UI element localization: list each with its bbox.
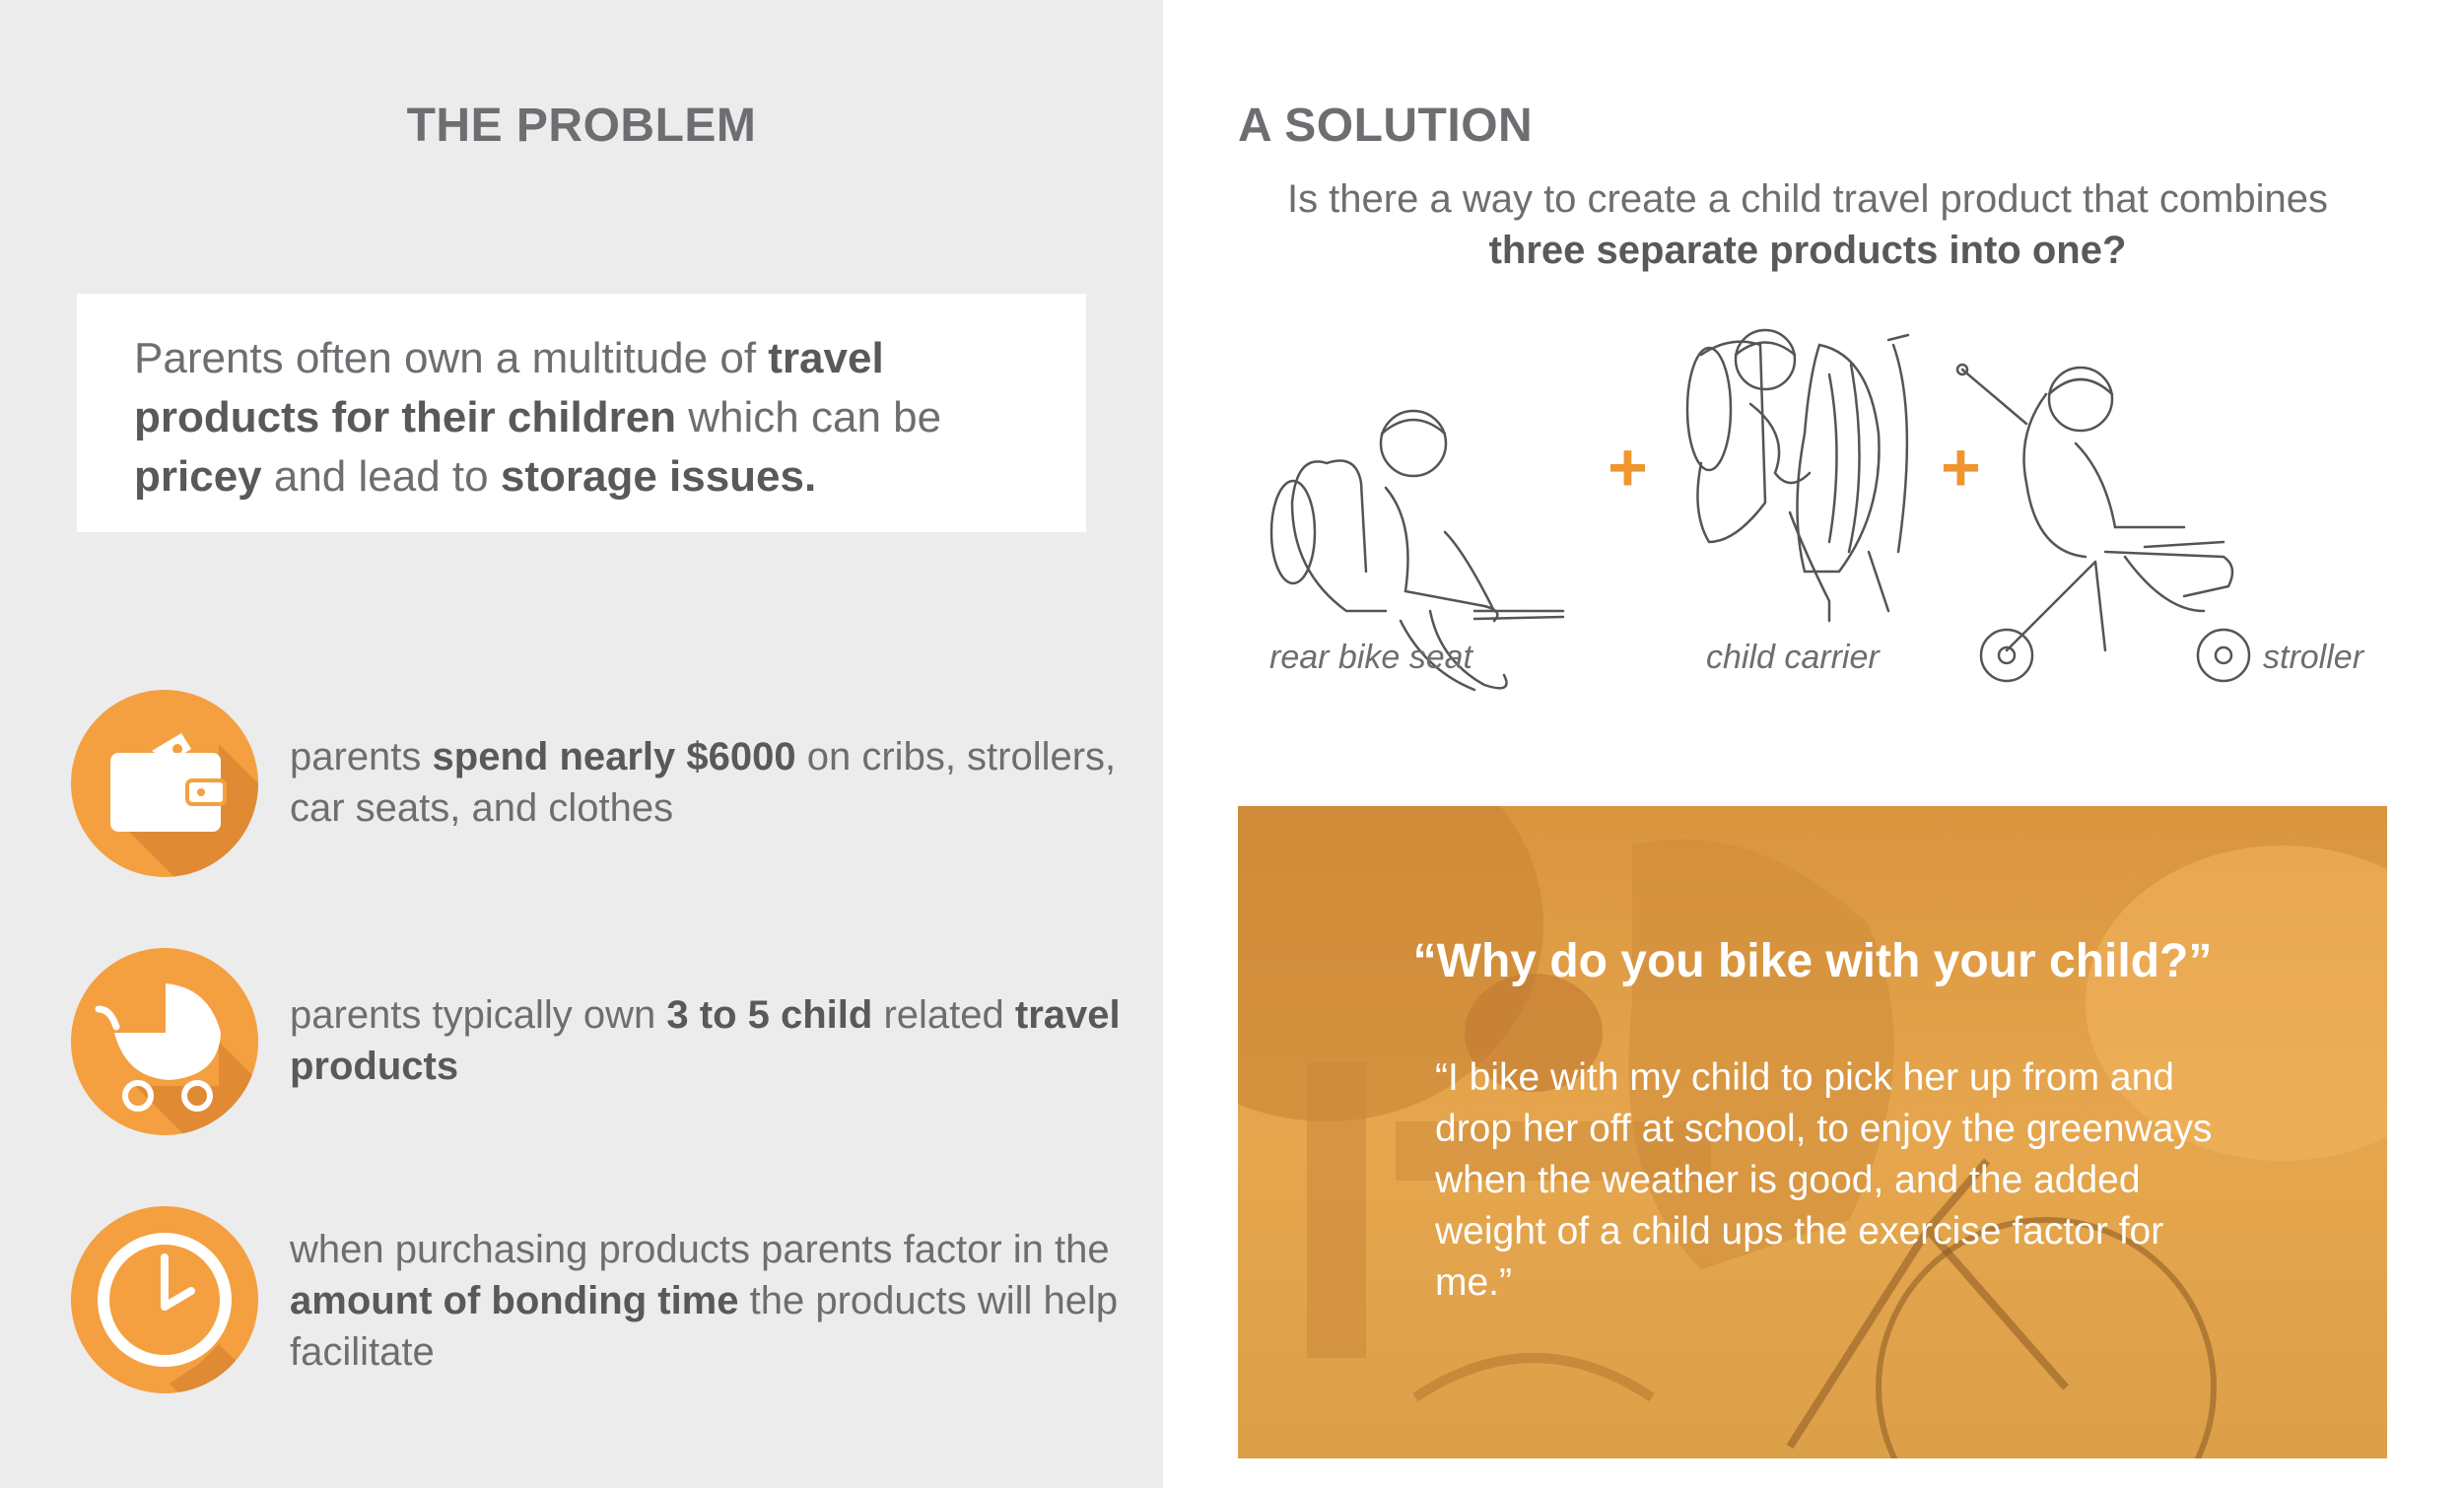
clock-icon (71, 1206, 258, 1393)
child-carrier-sketch (1687, 330, 1908, 621)
summary-text: which can be (676, 393, 942, 441)
product-sketches (1238, 315, 2401, 710)
summary-emphasis: pricey (134, 452, 262, 501)
summary-text: and lead to (261, 452, 501, 501)
fact-product-count (71, 948, 1121, 1135)
summary-emphasis: storage issues. (500, 452, 817, 501)
wallet-icon (71, 690, 258, 877)
summary-emphasis: travel products for their children (134, 334, 884, 441)
baby-carriage-icon (71, 948, 258, 1135)
quote-panel (1238, 806, 2387, 1458)
problem-title: THE PROBLEM (406, 100, 757, 152)
label-rear-bike-seat: rear bike seat (1269, 639, 1472, 676)
fact-text: when purchasing products parents factor in the amount of bonding time the products will help facilitate (290, 1228, 1119, 1374)
plus-sign: + (1608, 429, 1648, 506)
problem-summary-card (77, 294, 1086, 532)
summary-text: Parents often own a multitude of (134, 334, 769, 382)
solution-panel (1163, 0, 2464, 1488)
fact-spending (71, 690, 1116, 877)
fact-text: parents typically own 3 to 5 child related travel products (290, 993, 1121, 1088)
fact-bonding-time (71, 1206, 1119, 1393)
problem-panel (0, 0, 1163, 1488)
label-stroller: stroller (2263, 639, 2364, 676)
solution-title: A SOLUTION (1238, 100, 1534, 152)
label-child-carrier: child carrier (1706, 639, 1880, 676)
solution-question: Is there a way to create a child travel product that combines three separate products into one? (1286, 177, 2329, 272)
plus-sign: + (1941, 429, 1981, 506)
fact-text: parents spend nearly $6000 on cribs, strollers, car seats, and clothes (290, 735, 1117, 830)
quote-answer: “I bike with my child to pick her up from and drop her off at school, to enjoy the greenways when the weather is good, and the added weight of a child ups the exercise factor for me.” (1435, 1056, 2213, 1304)
stroller-sketch (1957, 365, 2249, 681)
quote-question: “Why do you bike with your child?” (1412, 935, 2213, 987)
